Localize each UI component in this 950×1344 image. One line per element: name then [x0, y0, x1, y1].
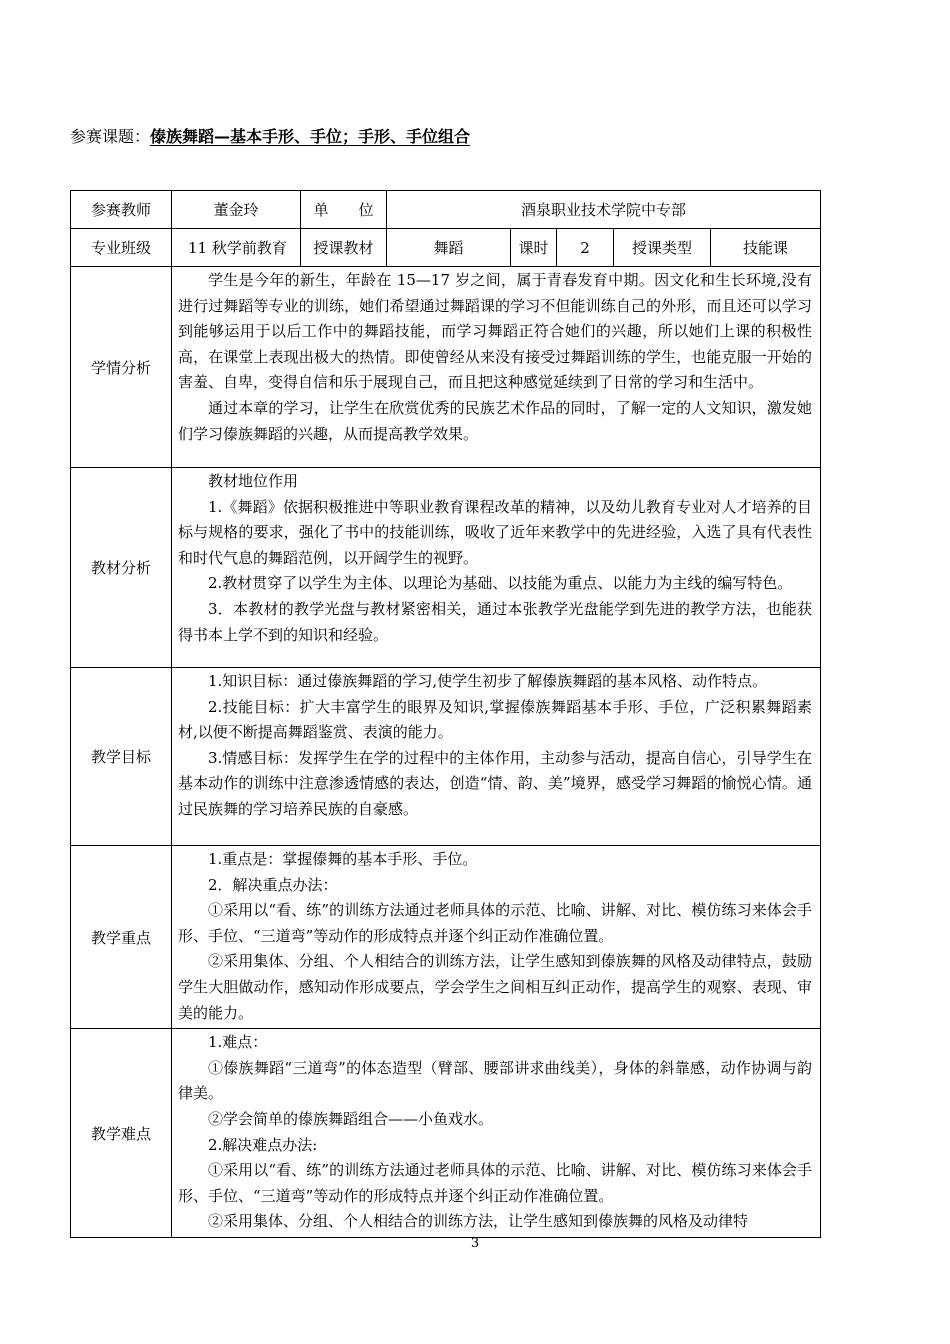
title-topic: 傣族舞蹈—基本手形、手位；手形、手位组合	[150, 127, 471, 146]
paragraph: ①采用以“看、练”的训练方法通过老师具体的示范、比喻、讲解、对比、模仿练习来体会手形、手位、“三道弯”等动作的形成特点并逐个纠正动作准确位置。	[178, 901, 812, 945]
paragraph: 2．解决重点办法：	[208, 875, 338, 894]
paragraph: 通过本章的学习，让学生在欣赏优秀的民族艺术作品的同时，了解一定的人文知识，激发她们学习傣族舞蹈的兴趣，从而提高教学效果。	[178, 398, 812, 443]
material-value: 舞蹈	[387, 229, 511, 267]
paragraph: ②采用集体、分组、个人相结合的训练方法，让学生感知到傣族舞的风格及动律特	[208, 1212, 749, 1231]
paragraph: 1.难点：	[208, 1033, 268, 1052]
paragraph: ②学会简单的傣族舞蹈组合——小鱼戏水。	[208, 1109, 494, 1128]
paragraph: 学生是今年的新生，年龄在 15—17 岁之间，属于青春发育中期。因文化和生长环境,没有进行过舞蹈等专业的训练，她们希望通过舞蹈课的学习不但能训练自己的外形，而且还可以学习到能够运用于以后工作中的舞蹈技能，而学习舞蹈正符合她们的兴趣，所以她们上课的积极性高，在课堂上表现出极大的热情。即使曾经从来没有接受过舞蹈训练的学生，也能克服一开始的害羞、自卑，变得自信和乐于展现自己，而且把这种感觉延续到了日常的学习和生活中。	[178, 271, 812, 392]
lesson-plan-table	[70, 190, 821, 1238]
unit-value: 酒泉职业技术学院中专部	[387, 191, 821, 229]
hours-label: 课时	[511, 229, 557, 267]
unit-label: 单 位	[301, 191, 387, 229]
title-label: 参赛课题：	[70, 127, 151, 146]
paragraph: 2.解决难点办法:	[208, 1135, 318, 1154]
class-value: 11 秋学前教育	[172, 229, 301, 267]
class-label: 专业班级	[71, 229, 172, 267]
section-row-difficulties	[71, 1029, 821, 1238]
paragraph: 3.情感目标：发挥学生在学的过程中的主体作用，主动参与活动，提高自信心，引导学生在基本动作的训练中注意渗透情感的表达，创造“情、韵、美”境界，感受学习舞蹈的愉悦心情。通过民族舞的学习培养民族的自豪感。	[178, 748, 812, 818]
paragraph: ②采用集体、分组、个人相结合的训练方法，让学生感知到傣族舞的风格及动律特点，鼓励学生大胆做动作，感知动作形成要点，学会学生之间相互纠正动作，提高学生的观察、表现、审美的能力。	[178, 952, 812, 1022]
type-label: 授课类型	[614, 229, 711, 267]
header-row-class	[71, 229, 821, 267]
section-content	[172, 668, 821, 846]
teacher-value: 董金玲	[172, 191, 301, 229]
section-label: 教学目标	[71, 668, 172, 846]
material-label: 授课教材	[301, 229, 387, 267]
section-row-material-analysis	[71, 468, 821, 668]
paragraph: 1.重点是：掌握傣舞的基本手形、手位。	[208, 850, 478, 868]
paragraph: 2.教材贯穿了以学生为主体、以理论为基础、以技能为重点、以能力为主线的编写特色。	[208, 574, 793, 593]
section-row-key-points	[71, 846, 821, 1029]
header-row-teacher	[71, 191, 821, 229]
section-content	[172, 267, 821, 468]
section-content	[172, 468, 821, 668]
section-label: 教学难点	[71, 1029, 172, 1238]
paragraph: 1.《舞蹈》依据积极推进中等职业教育课程改革的精神，以及幼儿教育专业对人才培养的目标与规格的要求，强化了书中的技能训练，吸收了近年来教学中的先进经验，入选了具有代表性和时代气息的舞蹈范例，以开阔学生的视野。	[178, 497, 812, 567]
section-label: 教材分析	[71, 468, 172, 668]
paragraph: ①采用以“看、练”的训练方法通过老师具体的示范、比喻、讲解、对比、模仿练习来体会手形、手位、“三道弯”等动作的形成特点并逐个纠正动作准确位置。	[178, 1161, 812, 1205]
teacher-label: 参赛教师	[71, 191, 172, 229]
section-label: 教学重点	[71, 846, 172, 1029]
section-label: 学情分析	[71, 267, 172, 468]
paragraph: 1.知识目标：通过傣族舞蹈的学习,使学生初步了解傣族舞蹈的基本风格、动作特点。	[208, 672, 768, 690]
section-row-teaching-goals	[71, 668, 821, 846]
paragraph: 3．本教材的教学光盘与教材紧密相关，通过本张教学光盘能学到先进的教学方法，也能获得书本上学不到的知识和经验。	[178, 599, 812, 644]
page-number: 3	[470, 1236, 480, 1251]
paragraph: ①傣族舞蹈“三道弯”的体态造型（臂部、腰部讲求曲线美），身体的斜靠感，动作协调与韵律美。	[178, 1058, 812, 1103]
type-value: 技能课	[711, 229, 821, 267]
section-row-student-analysis	[71, 267, 821, 468]
section-content	[172, 1029, 821, 1238]
section-content	[172, 846, 821, 1029]
paragraph: 2.技能目标：扩大丰富学生的眼界及知识,掌握傣族舞蹈基本手形、手位，广泛积累舞蹈素材,以便不断提高舞蹈鉴赏、表演的能力。	[178, 697, 812, 742]
page-title	[70, 126, 470, 148]
paragraph: 教材地位作用	[208, 472, 299, 490]
hours-value: 2	[557, 229, 614, 267]
